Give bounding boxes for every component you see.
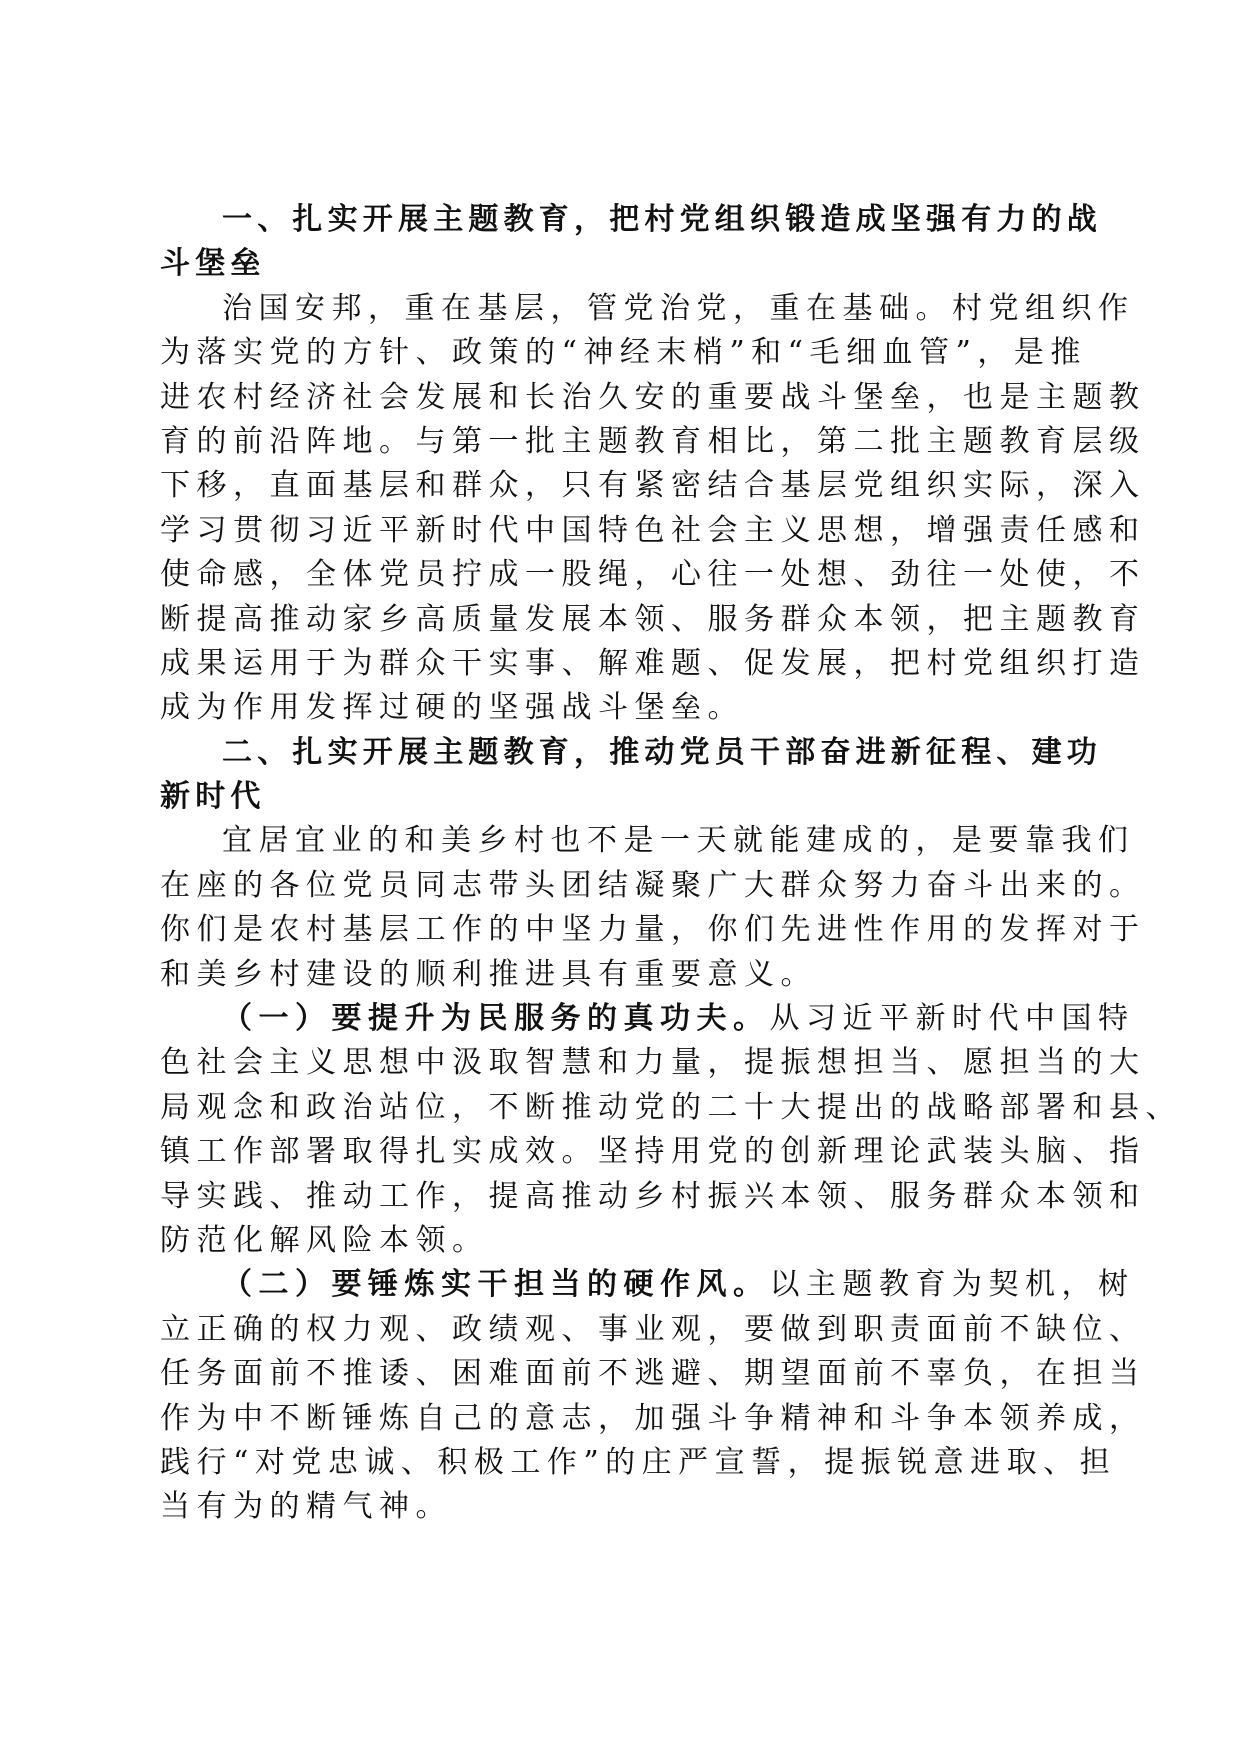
section-2-paragraph-line: 和美乡村建设的顺利推进具有重要意义。	[160, 956, 817, 992]
section-1-heading-line-1: 一、扎实开展主题教育，把村党组织锻造成坚强有力的战	[222, 202, 1102, 237]
section-2-heading-line-2: 新时代	[160, 779, 266, 815]
item-1-first-line	[160, 997, 1135, 1041]
item-2-line: 立正确的权力观、政绩观、事业观，要做到职责面前不缺位、	[160, 1311, 1146, 1347]
section-1-paragraph-line: 成果运用于为群众干实事、解难题、促发展，把村党组织打造	[160, 645, 1146, 681]
section-1-paragraph-line: 为落实党的方针、政策的“神经末梢”和“毛细血管”，是推	[160, 335, 1087, 371]
item-2-line: 任务面前不推诿、困难面前不逃避、期望面前不辜负，在担当	[160, 1356, 1146, 1392]
item-1-first-rest: 从习近平新时代中国特	[769, 1001, 1135, 1037]
section-2-paragraph-line: 在座的各位党员同志带头团结凝聚广大群众努力奋斗出来的。	[160, 867, 1146, 903]
section-1-paragraph-line: 学习贯彻习近平新时代中国特色社会主义思想，增强责任感和	[160, 512, 1146, 548]
section-1-heading-line-2: 斗堡垒	[160, 246, 266, 282]
section-1-paragraph-line: 下移，直面基层和群众，只有紧密结合基层党组织实际，深入	[160, 468, 1146, 504]
section-2-paragraph-line: 你们是农村基层工作的中坚力量，你们先进性作用的发挥对于	[160, 912, 1146, 948]
section-2-paragraph-line: 宜居宜业的和美乡村也不是一天就能建成的，是要靠我们	[222, 823, 1135, 859]
item-2-first-rest: 以主题教育为契机，树	[769, 1267, 1135, 1303]
section-1-paragraph-line: 育的前沿阵地。与第一批主题教育相比，第二批主题教育层级	[160, 423, 1146, 459]
item-2-lead: （二）要锤炼实干担当的硬作风。	[222, 1267, 770, 1303]
item-1-line: 导实践、推动工作，提高推动乡村振兴本领、服务群众本领和	[160, 1178, 1146, 1214]
section-1-paragraph-line: 断提高推动家乡高质量发展本领、服务群众本领，把主题教育	[160, 601, 1146, 637]
section-2-heading-line-1: 二、扎实开展主题教育，推动党员干部奋进新征程、建功	[222, 734, 1102, 770]
document-page	[160, 198, 1182, 1530]
item-2-line: 作为中不断锤炼自己的意志，加强斗争精神和斗争本领养成，	[160, 1400, 1146, 1436]
item-1-line: 色社会主义思想中汲取智慧和力量，提振想担当、愿担当的大	[160, 1045, 1146, 1081]
section-1-paragraph-line: 进农村经济社会发展和长治久安的重要战斗堡垒，也是主题教	[160, 379, 1146, 415]
item-2-first-line	[160, 1263, 1135, 1307]
section-1-paragraph-line: 治国安邦，重在基层，管党治党，重在基础。村党组织作	[222, 290, 1135, 326]
section-1-paragraph-line: 使命感，全体党员拧成一股绳，心往一处想、劲往一处使，不	[160, 557, 1146, 593]
section-1-paragraph-line: 成为作用发挥过硬的坚强战斗堡垒。	[160, 690, 744, 726]
item-1-line: 防范化解风险本领。	[160, 1222, 489, 1258]
item-1-line: 镇工作部署取得扎实成效。坚持用党的创新理论武装头脑、指	[160, 1134, 1146, 1170]
item-2-line: 当有为的精气神。	[160, 1489, 452, 1525]
item-2-line: 践行“对党忠诚、积极工作”的庄严宣誓，提振锐意进取、担	[160, 1444, 1117, 1480]
item-1-line: 局观念和政治站位，不断推动党的二十大提出的战略部署和县、	[160, 1089, 1182, 1125]
item-1-lead: （一）要提升为民服务的真功夫。	[222, 1001, 770, 1037]
